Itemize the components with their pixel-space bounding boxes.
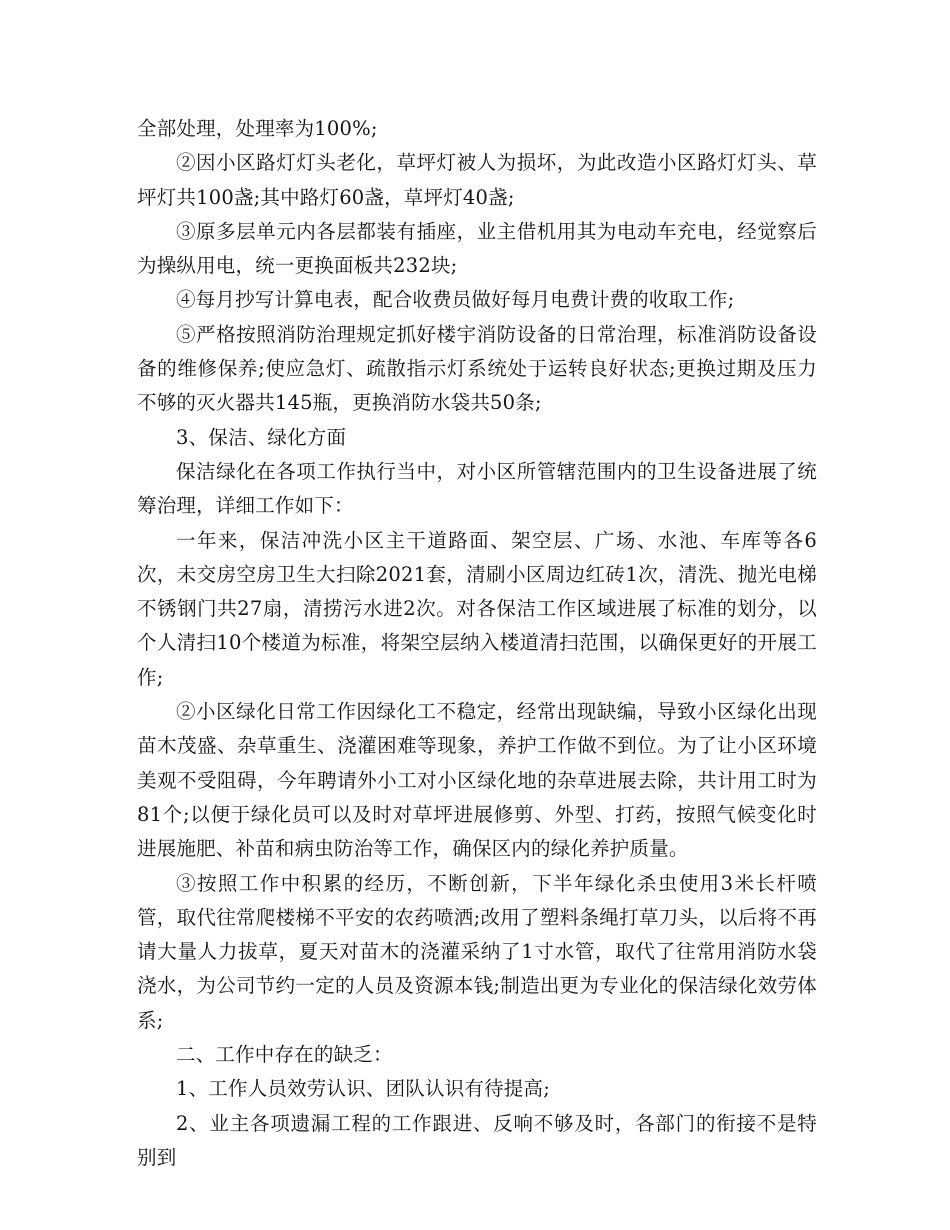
paragraph-13: 2、业主各项遗漏工程的工作跟进、反响不够及时，各部门的衔接不是特别到 <box>137 1111 817 1169</box>
paragraph-4: ④每月抄写计算电表，配合收费员做好每月电费计费的收取工作; <box>176 288 735 312</box>
paragraph-3: ③原多层单元内各层都装有插座，业主借机用其为电动车充电，经觉察后为操纵用电，统一更换面板共232块; <box>137 219 817 278</box>
section-heading-cleaning-greening: 3、保洁、绿化方面 <box>176 425 347 449</box>
paragraph-9: ②小区绿化日常工作因绿化工不稳定，经常出现缺编，导致小区绿化出现苗木茂盛、杂草重生、浇灌困难等现象，养护工作做不到位。为了让小区环境美观不受阻碍，今年聘请外小工对小区绿化地的杂草进展去除，共计用工时为81个;以便于绿化员可以及时对草坪进展修剪、外型、打药，按照气候变化时进展施肥、补苗和病虫防治等工作，确保区内的绿化养护质量。 <box>137 700 817 861</box>
paragraph-1: 全部处理，处理率为100%; <box>137 117 378 140</box>
paragraph-10: ③按照工作中积累的经历，不断创新，下半年绿化杀虫使用3米长杆喷管，取代往常爬楼梯不平安的农药喷洒;改用了塑料条绳打草刀头，以后将不再请大量人力拔草，夏天对苗木的浇灌采纳了1寸水管，取代了往常用消防水袋浇水，为公司节约一定的人员及资源本钱;制造出更为专业化的保洁绿化效劳体系; <box>137 871 817 1032</box>
paragraph-5: ⑤严格按照消防治理规定抓好楼宇消防设备的日常治理，标准消防设备设备的维修保养;使应急灯、疏散指示灯系统处于运转良好状态;更换过期及压力不够的灭火器共145瓶，更换消防水袋共50条; <box>137 322 817 415</box>
section-heading-shortcomings: 二、工作中存在的缺乏： <box>176 1043 393 1067</box>
paragraph-2: ②因小区路灯灯头老化，草坪灯被人为损坏，为此改造小区路灯灯头、草坪灯共100盏;其中路灯60盏，草坪灯40盏; <box>137 151 817 209</box>
document-page <box>137 112 817 1175</box>
paragraph-7: 保洁绿化在各项工作执行当中，对小区所管辖范围内的卫生设备进展了统筹治理，详细工作如下： <box>137 459 817 518</box>
paragraph-12: 1、工作人员效劳认识、团队认识有待提高; <box>176 1077 550 1101</box>
paragraph-8: 一年来，保洁冲洗小区主干道路面、架空层、广场、水池、车库等各6次，未交房空房卫生大扫除2021套，清刷小区周边红砖1次，清洗、抛光电梯不锈钢门共27扇，清捞污水进2次。对各保洁工作区域进展了标准的划分，以个人清扫10个楼道为标准，将架空层纳入楼道清扫范围，以确保更好的开展工作; <box>137 528 817 689</box>
